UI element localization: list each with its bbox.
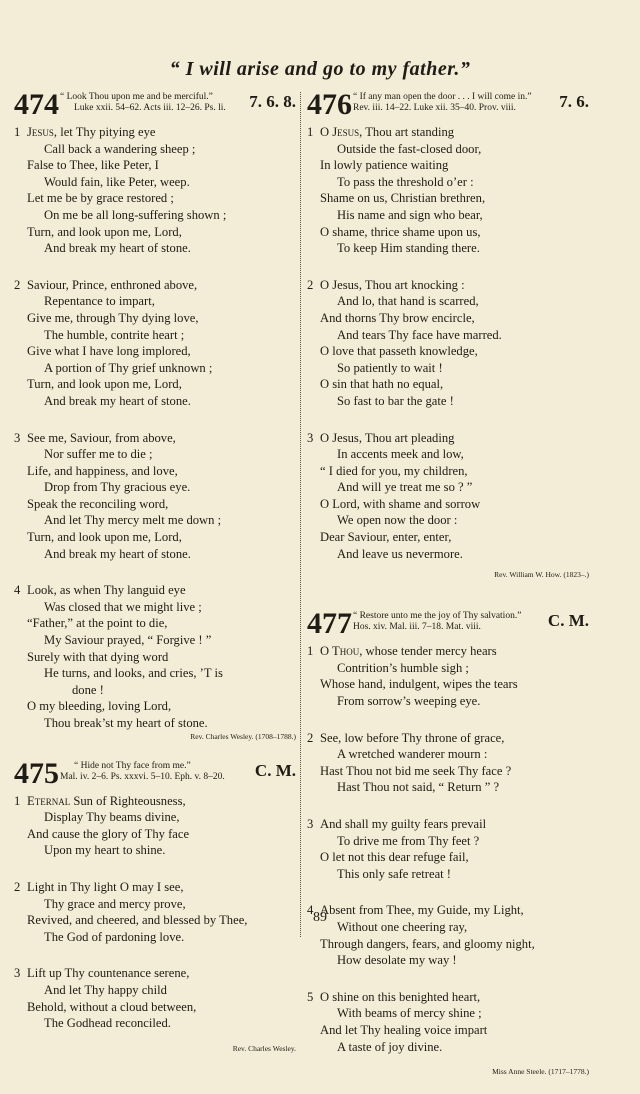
hymn-scripture-reference: Luke xxii. 54–62. Acts iii. 12–26. Ps. li. [74,103,226,113]
verse-line: Turn, and look upon me, Lord, [27,530,182,545]
verse-line: He turns, and looks, and cries, ’T is [44,666,223,681]
hymn-author: Rev. Charles Wesley. (1708–1788.) [190,731,296,741]
verse-line: The God of pardoning love. [44,929,185,944]
verse-line: And will ye treat me so ? ” [337,480,473,495]
verse-line: A portion of Thy grief unknown ; [44,360,213,375]
verse-line: Outside the fast-closed door, [337,141,482,156]
hymn-number: 475 [14,756,59,790]
hymn-number: 476 [307,88,352,121]
verse-number: 5 [307,989,314,1004]
verse-number: 3 [307,430,314,445]
verse-number: 2 [307,277,314,292]
hymn-meter: C. M. [254,760,296,780]
verse-line: A wretched wanderer mourn : [337,747,488,762]
hymn-author: Miss Anne Steele. (1717–1778.) [492,1067,589,1077]
page-number: 89 [313,910,327,925]
verse-3 [14,430,296,563]
verse-line: And let Thy happy child [44,982,167,997]
hymn-number: 477 [307,607,352,641]
verse-line: Surely with that dying word [27,649,169,664]
hymn-meter: C. M. [547,611,589,631]
hymn-header [307,90,589,124]
verse-line: Sun of Righteousness, [70,793,186,808]
verse-number: 3 [307,817,314,831]
verse-number: 4 [307,903,314,918]
verse-line: Revived, and cheered, and blessed by Thee, [27,913,248,928]
verse-line: O love that passeth knowledge, [320,344,478,359]
verse-line: Behold, without a cloud between, [27,999,197,1014]
verse-number: 1 [307,125,314,139]
verse-line: O my bleeding, loving Lord, [27,699,172,714]
verse-line: Absent from Thee, my Guide, my Light, [320,903,524,918]
verse-line: O Jesus, Thou art pleading [320,430,455,445]
column-divider [300,92,301,937]
verse-line: Shame on us, Christian brethren, [320,191,486,206]
verse-first-word: Jesus, [27,125,58,139]
verse-line: The Godhead reconciled. [44,1016,171,1031]
verse-1 [14,793,296,859]
verse-3 [307,430,589,563]
right-column [307,90,589,1094]
verse-line: Life, and happiness, and love, [27,463,178,478]
verse-number: 4 [14,583,21,598]
verse-line: Call back a wandering sheep ; [44,141,196,156]
verse-3 [14,965,296,1031]
verse-number: 2 [14,277,21,292]
verse-line: Turn, and look upon me, Lord, [27,224,182,239]
verse-line: My Saviour prayed, “ Forgive ! ” [44,633,212,648]
hymn-citation [60,92,242,114]
verse-line: Was closed that we might live ; [44,599,202,614]
verse-4 [14,582,296,731]
verse-first-word: O Jesus, [320,125,363,139]
verse-line: Display Thy beams divine, [44,810,180,825]
verse-line: So fast to bar the gate ! [337,393,454,408]
verse-line: And lo, that hand is scarred, [337,294,479,309]
verse-line: Whose hand, indulgent, wipes the tears [320,677,518,692]
verse-line: And shall my guilty fears prevail [320,817,487,831]
hymn-header [307,609,589,643]
verse-line: And cause the glory of Thy face [27,826,190,841]
verse-5 [307,989,589,1055]
verse-number: 2 [14,879,21,894]
verse-2 [14,277,296,410]
verse-line: To pass the threshold o’er : [337,174,474,189]
verse-line: In accents meek and low, [337,447,464,462]
verse-line: Speak the reconciling word, [27,496,169,511]
verse-line: Repentance to impart, [44,294,155,309]
hymn-header [14,756,296,793]
verse-line: Contrition’s humble sigh ; [337,660,469,675]
hymn-scripture-reference: Hos. xiv. Mal. iii. 7–18. Mat. viii. [353,622,481,633]
verse-1 [14,124,296,257]
hymn-scripture-reference: Rev. iii. 14–22. Luke xii. 35–40. Prov. viii. [353,103,516,113]
verse-line: O shame, thrice shame upon us, [320,224,481,239]
verse-line: Drop from Thy gracious eye. [44,480,191,495]
hymn-text-reference: “ Restore unto me the joy of Thy salvation.” [353,611,522,622]
verse-line: A taste of joy divine. [337,1039,443,1054]
verse-line: Hast Thou not said, “ Return ” ? [337,780,500,795]
verse-line: The humble, contrite heart ; [44,327,185,342]
verse-line: O Jesus, Thou art knocking : [320,277,465,292]
verse-number: 3 [14,430,21,445]
verse-first-word: Eternal [27,793,71,808]
verse-line: O Lord, with shame and sorrow [320,496,481,511]
verse-line: Give what I have long implored, [27,344,191,359]
verse-number: 3 [14,966,21,981]
verse-line: To drive me from Thy feet ? [337,833,480,848]
hymn-text-reference: “ Look Thou upon me and be merciful.” [60,92,213,102]
hymn-meter: 7. 6. 8. [249,92,296,111]
verse-line: done ! [72,682,104,697]
verse-line: Would fain, like Peter, weep. [44,174,190,189]
hymn-header [14,90,296,124]
verse-1 [307,643,589,709]
hymn-text-reference: “ Hide not Thy face from me.” [74,760,191,771]
verse-line: Without one cheering ray, [337,919,468,934]
verse-line: Light in Thy light O may I see, [27,879,184,894]
hymn-474 [14,90,296,741]
hymn-citation [353,92,553,114]
verse-line: O let not this dear refuge fail, [320,850,469,865]
verse-line: Let me be by grace restored ; [27,191,174,206]
verse-line: Hast Thou not bid me seek Thy face ? [320,763,512,778]
verse-line: How desolate my way ! [337,953,457,968]
hymn-meter: 7. 6. [559,92,589,111]
hymn-citation [353,611,553,633]
verse-line: This only safe retreat ! [337,866,451,881]
verse-number: 1 [307,644,314,659]
verse-number: 1 [14,125,21,139]
verse-line: Nor suffer me to die ; [44,447,153,462]
verse-line: See, low before Thy throne of grace, [320,730,505,745]
verse-line: Turn, and look upon me, Lord, [27,377,182,392]
verse-line: O shine on this benighted heart, [320,989,481,1004]
verse-line: And let Thy healing voice impart [320,1022,488,1037]
verse-line: And break my heart of stone. [44,546,191,561]
verse-line: Lift up Thy countenance serene, [27,966,190,981]
verse-line: And break my heart of stone. [44,241,191,256]
verse-number: 2 [307,730,314,745]
verse-line: Upon my heart to shine. [44,843,166,858]
verse-line: Thou art standing [362,125,455,139]
verse-line: To keep Him standing there. [337,241,480,256]
hymn-author: Rev. Charles Wesley. [232,1043,296,1053]
hymn-number: 474 [14,88,59,121]
verse-line: His name and sign who bear, [337,207,483,222]
verse-line: Dear Saviour, enter, enter, [320,530,452,545]
hymn-476 [307,90,589,579]
verse-line: Through dangers, fears, and gloomy night, [320,936,535,951]
verse-3 [307,816,589,882]
verse-line: Thou break’st my heart of stone. [44,716,208,730]
hymn-475 [14,756,296,1053]
verse-line: Thy grace and mercy prove, [44,896,186,911]
verse-line: Look, as when Thy languid eye [27,583,186,598]
hymn-477 [307,609,589,1076]
verse-line: And let Thy mercy melt me down ; [44,513,222,528]
hymn-text-reference: “ If any man open the door . . . I will come in.” [353,92,532,102]
verse-line: And leave us nevermore. [337,546,463,561]
verse-1 [307,124,589,257]
verse-line: whose tender mercy hears [362,644,497,659]
verse-2 [307,277,589,410]
verse-line: On me be all long-suffering shown ; [44,207,227,222]
verse-line: O sin that hath no equal, [320,377,444,392]
verse-line: We open now the door : [337,513,458,528]
verse-first-word: O Thou, [320,644,363,659]
verse-number: 1 [14,793,21,808]
verse-line: With beams of mercy shine ; [337,1006,482,1021]
hymn-author: Rev. William W. How. (1823–.) [494,570,589,580]
verse-line: “Father,” at the point to die, [27,616,168,631]
verse-line: Saviour, Prince, enthroned above, [27,277,198,292]
verse-line: See me, Saviour, from above, [27,430,176,445]
verse-line: In lowly patience waiting [320,158,449,173]
verse-line: From sorrow’s weeping eye. [337,694,481,709]
verse-line: And tears Thy face have marred. [337,327,502,342]
verse-line: let Thy pitying eye [57,125,156,139]
hymn-citation [60,761,242,783]
verse-line: “ I died for you, my children, [320,463,468,478]
verse-line: So patiently to wait ! [337,360,443,375]
verse-line: And break my heart of stone. [44,393,191,408]
verse-2 [307,730,589,796]
verse-line: False to Thee, like Peter, I [27,158,159,173]
verse-line: Give me, through Thy dying love, [27,310,199,325]
hymn-scripture-reference: Mal. iv. 2–6. Ps. xxxvi. 5–10. Eph. v. 8–20. [60,771,225,782]
page-title: “ I will arise and go to my father.” [169,58,471,80]
verse-line: And thorns Thy brow encircle, [320,310,475,325]
